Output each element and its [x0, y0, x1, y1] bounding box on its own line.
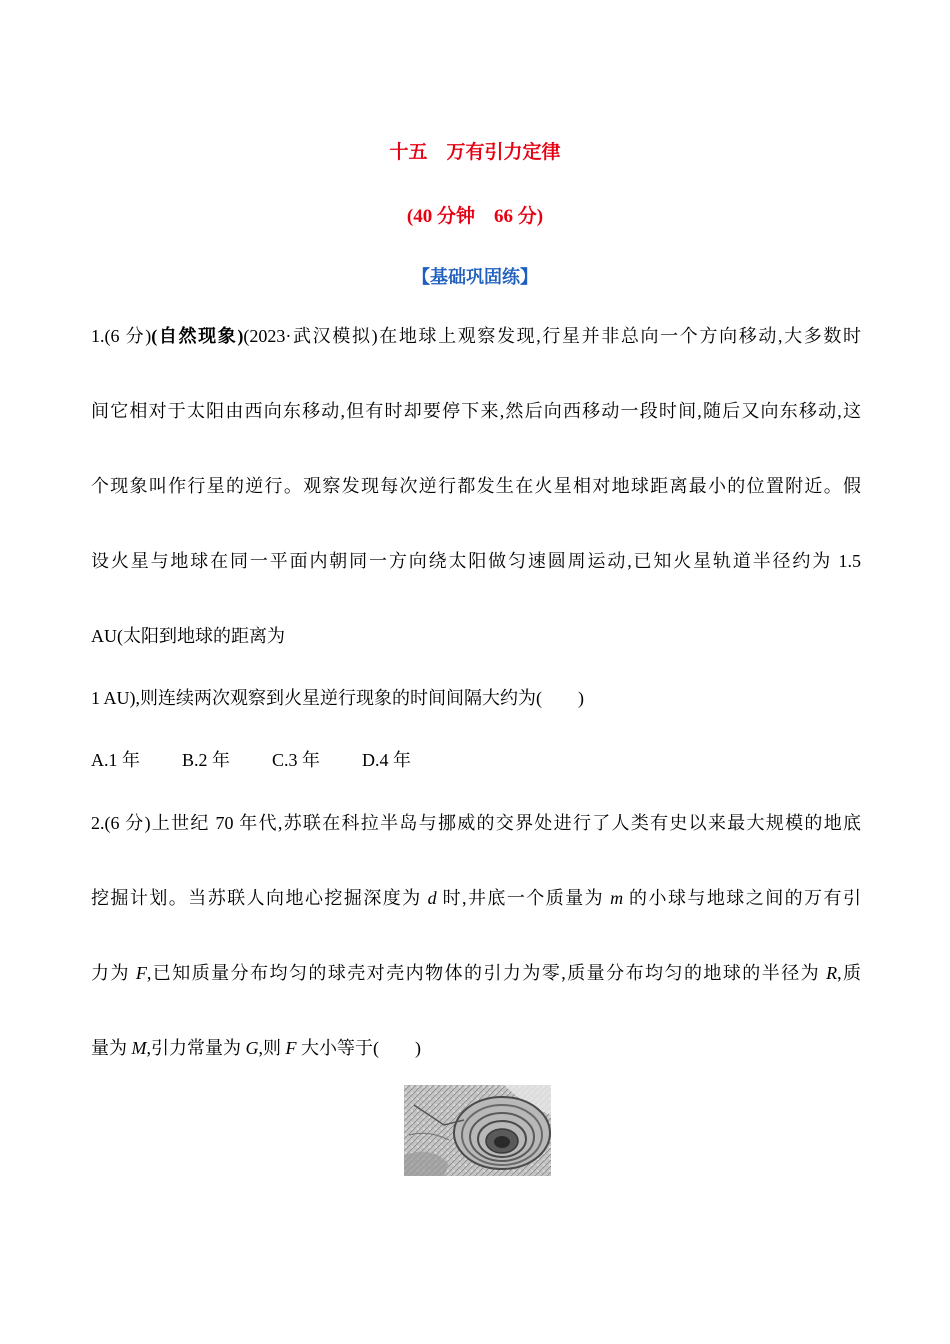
q2-line-4-close: ): [415, 1038, 421, 1058]
var-G: G: [245, 1038, 259, 1058]
q2-line-4-d: 大小等于(: [296, 1038, 379, 1058]
q2-line-4-a: 量为: [91, 1038, 132, 1058]
section-heading: 【基础巩固练】: [412, 267, 538, 287]
mine-pit-photo: [404, 1085, 551, 1176]
var-d: d: [427, 888, 437, 908]
page-title: 十五 万有引力定律: [389, 142, 561, 163]
q1-line-2: 间它相对于太阳由西向东移动,但有时却要停下来,然后向西移动一段时间,随后又向东移动,这: [91, 401, 861, 421]
q1-line-4: 设火星与地球在同一平面内朝同一方向绕太阳做匀速圆周运动,已知火星轨道半径约为 1.5: [91, 551, 861, 571]
q2-line-2-b: 时,井底一个质量为: [436, 888, 611, 908]
q2-line-3-b: ,已知质量分布均匀的球壳对壳内物体的引力为零,质量分布均匀的地球的半径为: [146, 963, 827, 983]
q1-option-a: A.1 年: [91, 750, 140, 770]
q2-line-4-b: ,引力常量为: [146, 1038, 246, 1058]
q2-line-3-a: 力为: [91, 963, 136, 983]
q2-line-3-c: ,质: [837, 963, 862, 983]
q2-line-2: [91, 886, 861, 910]
q1-number: 1.(6 分): [91, 326, 152, 346]
q1-line-1-text: (2023·武汉模拟)在地球上观察发现,行星并非总向一个方向移动,大多数时: [243, 326, 861, 346]
q1-tag: (自然现象): [151, 326, 244, 346]
page-subtitle: (40 分钟 66 分): [406, 206, 544, 227]
q2-line-1: 2.(6 分)上世纪 70 年代,苏联在科拉半岛与挪威的交界处进行了人类有史以来最大规模的地底: [91, 813, 861, 833]
var-F-2: F: [285, 1038, 297, 1058]
var-R: R: [826, 963, 838, 983]
q1-line-5: AU(太阳到地球的距离为: [91, 626, 285, 646]
q2-line-4: [91, 1036, 861, 1060]
var-F: F: [135, 963, 147, 983]
q1-options: [91, 748, 453, 772]
q1-line-3: 个现象叫作行星的逆行。观察发现每次逆行都发生在火星相对地球距离最小的位置附近。假: [91, 476, 861, 496]
q1-option-d: D.4 年: [362, 750, 412, 770]
q2-line-2-a: 挖掘计划。当苏联人向地心挖掘深度为: [91, 888, 428, 908]
q1-line-6: [91, 686, 861, 710]
q2-line-3: [91, 961, 861, 985]
var-m: m: [610, 888, 624, 908]
q1-line-1: [91, 324, 861, 348]
q1-line-6-text: 1 AU),则连续两次观察到火星逆行现象的时间间隔大约为(: [91, 688, 542, 708]
q2-line-2-c: 的小球与地球之间的万有引: [623, 888, 862, 908]
mine-pit-illustration: [404, 1085, 551, 1176]
q1-line-6-close: ): [578, 688, 584, 708]
var-M: M: [131, 1038, 147, 1058]
q1-option-b: B.2 年: [182, 750, 231, 770]
q1-option-c: C.3 年: [272, 750, 321, 770]
q2-line-4-c: ,则: [258, 1038, 286, 1058]
